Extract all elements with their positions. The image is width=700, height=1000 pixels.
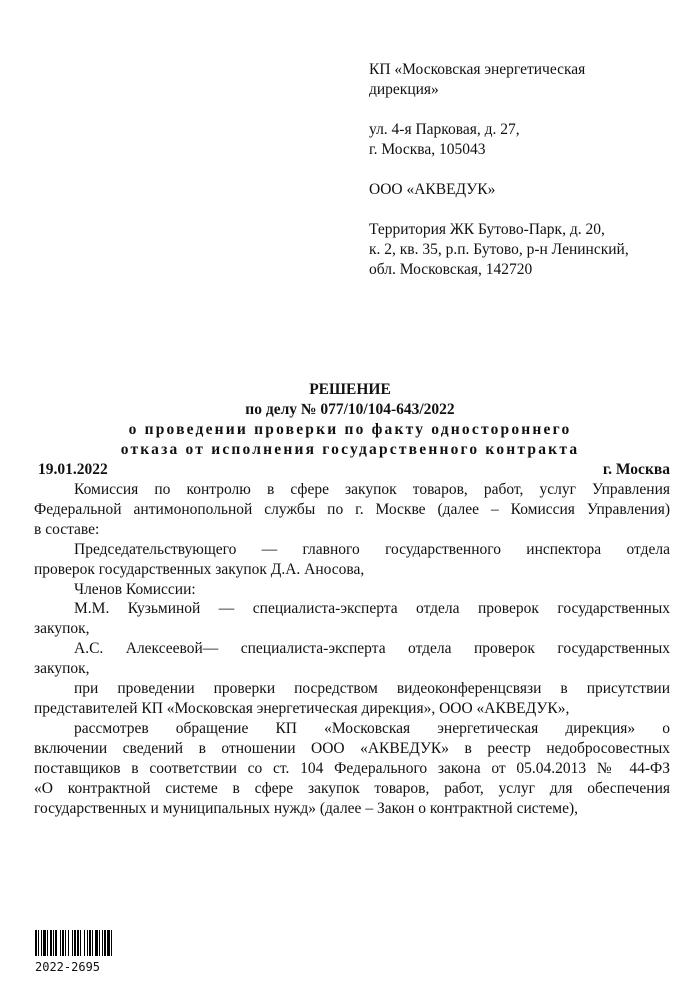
barcode-bar xyxy=(38,930,39,956)
subject-line-2: отказа от исполнения государственного контракта xyxy=(120,441,580,458)
barcode-bar xyxy=(50,930,52,956)
document-number: 2022-2695 xyxy=(35,960,101,974)
body-line: государственных и муниципальных нужд» (далее – Закон о контрактной системе), xyxy=(34,799,578,817)
barcode-bar xyxy=(80,930,81,956)
barcode-bar xyxy=(74,930,76,956)
body-line: закупок, xyxy=(34,660,90,678)
barcode-bar xyxy=(55,930,57,956)
document-city: г. Москва xyxy=(602,461,670,478)
addressee-line: дирекция» xyxy=(369,81,439,98)
barcode-bar xyxy=(95,930,98,956)
addressee-line: ул. 4-я Парковая, д. 27, xyxy=(369,121,520,138)
barcode-bar xyxy=(87,930,88,956)
addressee-paragraph xyxy=(369,180,689,200)
barcode-bar xyxy=(62,930,64,956)
document-title: РЕШЕНИЕ xyxy=(309,381,391,398)
body-line: Федеральной антимонопольной службы по г. Москве (далее – Комиссия Управления) xyxy=(34,500,670,518)
body-line: «О контрактной системе в сфере закупок товаров, работ, услуг для обеспечения xyxy=(34,779,670,797)
barcode-bar xyxy=(65,930,66,956)
barcode-bar xyxy=(102,930,103,956)
body-line: закупок, xyxy=(34,620,90,638)
barcode-bar xyxy=(92,930,93,956)
barcode-bar xyxy=(99,930,100,956)
barcode-bar xyxy=(107,930,110,956)
barcode-bar xyxy=(43,930,46,956)
body-line: проверок государственных закупок Д.А. Аносова, xyxy=(34,560,365,578)
body-line: Председательствующего — главного государственного инспектора отдела xyxy=(74,540,670,558)
barcode xyxy=(35,930,145,956)
decision-body xyxy=(34,480,670,818)
body-line: Комиссия по контролю в сфере закупок товаров, работ, услуг Управления xyxy=(74,481,670,498)
addressee-block xyxy=(369,60,689,300)
case-number: по делу № 077/10/104-643/2022 xyxy=(245,401,455,418)
barcode-bar xyxy=(47,930,48,956)
body-line: М.М. Кузьминой — специалиста-эксперта отдела проверок государственных xyxy=(74,600,670,618)
barcode-bar xyxy=(35,930,37,956)
addressee-paragraph xyxy=(369,220,689,280)
addressee-line: обл. Московская, 142720 xyxy=(369,261,533,278)
barcode-bar xyxy=(41,930,42,956)
body-line: поставщиков в соответствии со ст. 104 Федерального закона от 05.04.2013 № 44-ФЗ xyxy=(34,759,670,777)
barcode-bar xyxy=(89,930,91,956)
barcode-bar xyxy=(53,930,54,956)
body-line: представителей КП «Московская энергетическая дирекция», ООО «АКВЕДУК», xyxy=(34,699,570,717)
date-line xyxy=(38,460,670,480)
barcode-bar xyxy=(72,930,73,956)
addressee-line: г. Москва, 105043 xyxy=(369,141,486,158)
addressee-paragraph xyxy=(369,120,689,160)
body-line: включении сведений в отношении ООО «АКВЕДУК» в реестр недобросовестных xyxy=(34,739,670,757)
subject-line-1: о проведении проверки по факту одностороннего xyxy=(128,421,572,438)
addressee-line: КП «Московская энергетическая xyxy=(369,61,586,78)
body-line: в составе: xyxy=(34,520,100,538)
addressee-line: ООО «АКВЕДУК» xyxy=(369,181,496,198)
addressee-line: Территория ЖК Бутово-Парк, д. 20, xyxy=(369,221,605,238)
barcode-bar xyxy=(84,930,85,956)
body-line: рассмотрев обращение КП «Московская энергетическая дирекция» о xyxy=(74,719,670,737)
addressee-paragraph xyxy=(369,60,689,100)
body-line: Членов Комиссии: xyxy=(74,580,196,598)
body-line: при проведении проверки посредством видеоконференцсвязи в присутствии xyxy=(74,680,670,698)
barcode-bar xyxy=(68,930,69,956)
document-date: 19.01.2022 xyxy=(38,461,108,478)
barcode-bar xyxy=(77,930,79,956)
barcode-bar xyxy=(104,930,106,956)
barcode-bar xyxy=(60,930,61,956)
barcode-bar xyxy=(111,930,112,956)
addressee-line: к. 2, кв. 35, р.п. Бутово, р-н Ленинский, xyxy=(369,241,629,258)
body-line: А.С. Алексеевой— специалиста-эксперта отдела проверок государственных xyxy=(74,640,670,658)
